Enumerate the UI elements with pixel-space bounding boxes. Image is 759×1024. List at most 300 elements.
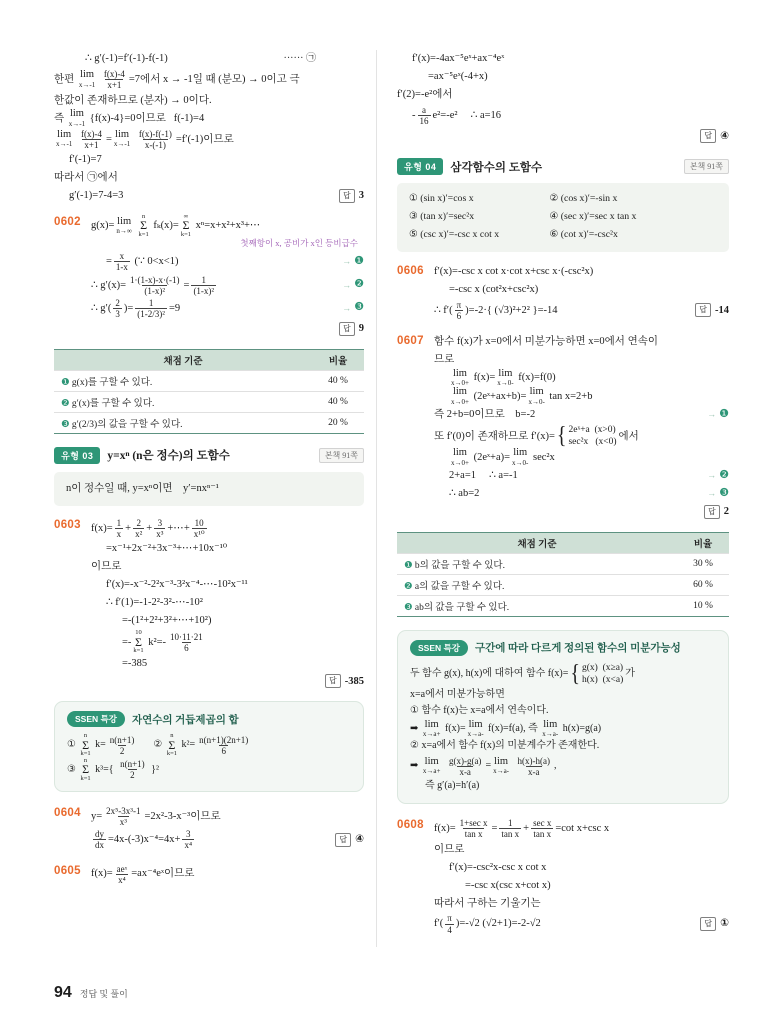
handwritten-annotation: 첫째항이 x, 공비가 x인 등비급수	[240, 238, 358, 249]
fraction-numerator: n(n+1)	[120, 759, 145, 770]
limit	[528, 387, 544, 406]
solution-line	[91, 828, 364, 851]
limit	[116, 217, 132, 236]
text-run: {f(x)-4}=0이므로 f(-1)=4	[87, 112, 205, 124]
solution-line	[91, 214, 364, 238]
solution-line	[449, 858, 729, 876]
text-run: 2+a=1 ∴ a=-1	[449, 470, 518, 482]
solution-line	[434, 894, 729, 912]
limit-subscript: x→0+	[451, 458, 469, 467]
step-number: ❸	[719, 487, 729, 499]
fraction	[93, 829, 106, 850]
solution-line	[434, 299, 729, 322]
fraction	[133, 518, 144, 539]
fraction	[154, 518, 165, 539]
text-run: y=	[91, 811, 103, 823]
formula-item: ⑤ (csc x)′=-csc x cot x	[409, 229, 500, 241]
answer-box-label: 답	[695, 303, 711, 317]
text-run: e²=-e² ∴ a=16	[432, 109, 502, 121]
fraction-denominator: x+1	[107, 80, 122, 91]
step-arrow-icon: →	[707, 409, 717, 420]
fraction-numerator: sec x	[533, 818, 552, 829]
solution-line	[91, 297, 364, 320]
fraction	[458, 818, 490, 839]
fraction-numerator: a	[422, 105, 426, 115]
limit	[69, 109, 85, 128]
sigma	[80, 758, 90, 782]
step-number: ❶	[719, 407, 729, 420]
fraction-numerator: 1+sec x	[459, 818, 488, 829]
answer-box-label: 답	[700, 917, 716, 931]
problem-number: 0607	[397, 334, 424, 347]
solution-line	[434, 406, 729, 424]
step-arrow-icon: →	[707, 470, 717, 481]
piecewise	[557, 424, 617, 449]
fraction-numerator: 2x⁵-3x³-1	[106, 806, 141, 817]
fraction	[168, 632, 205, 653]
step-marker	[699, 486, 729, 502]
limit-subscript: x→0-	[512, 458, 529, 467]
fraction-numerator: n(n+1)(2n+1)	[199, 735, 249, 746]
grading-criteria-cell	[397, 574, 677, 595]
step-marker	[334, 254, 364, 270]
solution-line	[449, 281, 729, 299]
problem-body	[91, 805, 364, 851]
grading-row	[54, 412, 364, 433]
text-run: ➡	[410, 722, 421, 734]
problem-body	[434, 263, 729, 322]
formula-item: ⑥ (cot x)′=-csc²x	[549, 229, 618, 241]
limit	[114, 130, 130, 149]
piecewise-rows	[582, 662, 623, 687]
sigma-symbol: Σ	[168, 737, 176, 752]
text-run: g′(-1)=7-4=3	[69, 190, 124, 202]
limit-subscript: x→0-	[528, 397, 545, 406]
text-run: a의 값을 구할 수 있다.	[412, 581, 505, 592]
text-run: +	[146, 522, 153, 534]
fraction	[191, 275, 216, 296]
grading-ratio-cell: 60 %	[677, 574, 729, 595]
fraction-numerator: 10	[194, 517, 204, 528]
fraction	[113, 298, 122, 319]
grading-table-head	[54, 349, 364, 370]
fraction	[79, 129, 104, 150]
step-marker	[699, 468, 729, 484]
text-run: =cot x+csc x	[555, 823, 610, 835]
problem-body	[91, 863, 364, 886]
problem-body	[434, 817, 729, 935]
sigma	[167, 733, 177, 757]
text-run: 즉 2+b=0이므로 b=-2	[434, 409, 536, 421]
answer-value: ④	[355, 834, 364, 846]
limit-operator: lim	[115, 128, 130, 140]
text-run: ∴ g′(x)=	[91, 279, 127, 291]
solution-line	[106, 540, 364, 558]
fraction	[445, 913, 454, 934]
solution-line	[434, 912, 729, 935]
limit	[468, 720, 484, 739]
solution-line	[54, 169, 364, 187]
text-run: =-	[122, 636, 132, 648]
fraction-denominator: 6	[184, 642, 189, 653]
text-run: f′(2)=-e²에서	[397, 89, 453, 101]
limit	[423, 720, 441, 739]
text-run: 에서	[618, 430, 639, 442]
step-number: ❷	[61, 398, 70, 409]
fraction-numerator: 3	[157, 517, 163, 528]
answer-badge	[315, 674, 364, 689]
text-run: f(x)=	[434, 823, 456, 835]
step-marker	[334, 277, 364, 293]
sigma-lower: k=1	[80, 750, 91, 758]
solution-line	[85, 50, 364, 68]
grading-header-row	[54, 349, 364, 370]
fraction-denominator: x⁴	[184, 840, 193, 851]
solution-line	[91, 274, 364, 297]
step-arrow-icon: →	[707, 488, 717, 499]
limit-operator: lim	[494, 755, 509, 767]
problem-block	[397, 817, 729, 935]
type-title: y=xⁿ (n은 정수)의 도함수	[107, 450, 230, 463]
answer-value: 9	[358, 323, 364, 335]
grading-row	[54, 370, 364, 391]
left-column	[54, 50, 376, 897]
problem-block	[54, 214, 364, 338]
solution-line	[412, 50, 729, 68]
grading-ratio-cell: 10 %	[677, 595, 729, 616]
fraction	[128, 275, 181, 296]
footer	[54, 984, 128, 1002]
text-run: ∴ g′(-1)=f′(-1)-f(-1)	[85, 53, 168, 65]
text-run: 함수 f(x)가 x=0에서 미분가능하면 x=0에서 연속이	[434, 336, 658, 348]
fraction-numerator: f(x)-4	[80, 128, 102, 139]
fraction-numerator: aeˣ	[116, 863, 128, 874]
text-run: 가	[625, 668, 635, 680]
footer-label: 정답 및 풀이	[79, 989, 128, 999]
answer-badge	[690, 916, 729, 931]
answer-badge	[685, 303, 729, 318]
sigma	[80, 733, 90, 757]
answer-value: ①	[720, 918, 729, 930]
ssen-header	[67, 711, 351, 727]
fraction-denominator: x³	[156, 528, 164, 539]
text-run: ➡	[410, 759, 421, 771]
solution-line	[428, 68, 729, 86]
solution-line	[397, 127, 729, 145]
answer-box-label: 답	[339, 189, 355, 203]
text-run: ②	[138, 739, 165, 751]
problem-block	[397, 333, 729, 521]
answer-badge	[329, 188, 364, 203]
answer-box-label: 답	[704, 505, 720, 519]
page-ref-badge: 본책 91쪽	[319, 448, 364, 463]
type-badge: 유형 03	[54, 447, 100, 464]
fraction-denominator: x¹⁰	[193, 528, 205, 539]
ssen-box	[54, 701, 364, 792]
fraction	[447, 756, 483, 777]
text-run: ab의 값을 구할 수 있다.	[412, 602, 510, 613]
text-run: =	[105, 133, 112, 145]
step-number: ❸	[354, 301, 364, 314]
text-run: ①	[67, 739, 79, 751]
grading-row	[397, 553, 729, 574]
solution-line	[67, 758, 351, 782]
limit	[497, 369, 513, 388]
step-marker	[699, 407, 729, 423]
fraction	[118, 759, 147, 780]
grading-row	[54, 391, 364, 412]
ssen-title: 자연수의 거듭제곱의 합	[131, 714, 239, 726]
text-run: =-csc x (cot²x+csc²x)	[449, 284, 539, 296]
grading-ratio-cell: 40 %	[312, 370, 364, 391]
solution-line	[54, 91, 364, 109]
limit-operator: lim	[529, 386, 544, 398]
content-columns	[54, 50, 731, 947]
fraction-numerator: h(x)-h(a)	[517, 755, 551, 766]
fraction-numerator: dy	[95, 829, 104, 840]
text-run: ,	[554, 759, 557, 771]
sigma-upper: n	[83, 732, 88, 740]
limit	[79, 70, 95, 89]
solution-line	[434, 263, 729, 281]
text-run: x=a에서 미분가능하면	[410, 688, 505, 700]
fraction	[115, 864, 130, 885]
text-run: 이므로	[91, 561, 122, 573]
sigma-symbol: Σ	[135, 634, 142, 649]
type-concept-box	[54, 472, 364, 506]
grading-ratio-cell: 40 %	[312, 391, 364, 412]
sigma-lower: k=1	[180, 230, 192, 238]
fraction-denominator: 2	[130, 770, 135, 781]
text-run: f′(x)=-csc x cot x·cot x+csc x·(-csc²x)	[434, 266, 594, 278]
grading-table-head	[397, 532, 729, 553]
limit	[512, 448, 528, 467]
text-run: =ax⁻⁵eˣ(-4+x)	[428, 71, 488, 83]
limit-operator: lim	[117, 215, 132, 227]
fraction	[108, 735, 137, 756]
text-run: g′(x)를 구할 수 있다.	[69, 398, 155, 409]
grading-criteria-cell	[397, 595, 677, 616]
problem-number: 0605	[54, 864, 81, 877]
text-run: f′(x)=-4ax⁻⁵eˣ+ax⁻⁴eˣ	[412, 53, 505, 65]
solution-line	[449, 448, 729, 467]
step-marker	[334, 300, 364, 316]
text-run: ① 함수 f(x)는 x=a에서 연속이다.	[410, 705, 549, 717]
solution-line	[434, 333, 729, 351]
piecewise-brace: {	[570, 661, 580, 688]
right-column	[376, 50, 729, 947]
limit	[493, 757, 509, 776]
formula-item: ① (sin x)′=cos x	[409, 193, 474, 205]
text-run: }²	[148, 763, 159, 775]
limit-operator: lim	[452, 386, 467, 398]
text-run	[97, 72, 100, 87]
fraction-denominator: (1-x)²	[193, 285, 215, 296]
fraction-numerator: π	[456, 299, 462, 310]
limit-operator: lim	[69, 108, 84, 120]
fraction-denominator: 16	[419, 116, 429, 127]
limit	[451, 387, 469, 406]
solution-line	[465, 876, 729, 894]
type-section-header	[397, 158, 729, 175]
problem-number: 0603	[54, 518, 81, 531]
limit-subscript: x→-1	[78, 80, 96, 89]
piecewise-row: 2eˣ+a (x>0)	[568, 424, 616, 435]
limit-operator: lim	[424, 718, 439, 730]
text-run	[511, 759, 514, 774]
reference-mark: ······ ㉠	[283, 52, 316, 64]
fraction-denominator: x-a	[459, 766, 471, 777]
solution-line	[54, 68, 364, 91]
ssen-badge: SSEN 특강	[67, 711, 125, 727]
text-run: ∴ f′(	[434, 304, 453, 316]
text-run: k³={	[92, 763, 117, 775]
step-arrow-icon: →	[342, 256, 352, 267]
text-run: =2x²-3-x⁻³이므로	[144, 811, 221, 823]
text-run: g′(2/3)의 값을 구할 수 있다.	[69, 419, 183, 430]
grading-criteria-cell	[54, 412, 312, 433]
solution-line	[410, 738, 716, 755]
grading-header-ratio: 비율	[677, 532, 729, 553]
text-run: (2eˣ+ax+b)=	[470, 390, 527, 402]
ssen-header	[410, 640, 716, 656]
grading-header-ratio: 비율	[312, 349, 364, 370]
piecewise-brace: {	[556, 422, 567, 450]
sigma-upper: 10	[135, 629, 142, 637]
solution-line	[54, 128, 364, 151]
ssen-box	[397, 630, 729, 804]
ssen-title: 구간에 따라 다르게 정의된 함수의 미분가능성	[474, 643, 681, 655]
sigma-symbol: Σ	[82, 737, 90, 752]
solution-line	[67, 733, 351, 757]
text-run: g(x)=	[91, 220, 115, 232]
sigma-upper: n	[142, 212, 146, 220]
text-run: =7에서 x → -1일 때 (분모) → 0이고 극	[128, 73, 300, 85]
limit	[423, 757, 441, 776]
text-run: ② x=a에서 함수 f(x)의 미분계수가 존재한다.	[410, 740, 600, 752]
limit	[542, 720, 558, 739]
solution-line	[397, 86, 729, 104]
text-run: =	[106, 256, 112, 268]
text-run: g(x)를 구할 수 있다.	[69, 377, 153, 388]
text-run: f′(-1)=7	[69, 154, 102, 166]
solution-line	[106, 594, 364, 612]
limit-subscript: x→a-	[493, 767, 510, 776]
text-run: 므로	[434, 354, 455, 366]
sigma-upper: n	[170, 732, 174, 740]
fraction-numerator: 2	[115, 297, 120, 308]
fraction-numerator: f(x)-f(-1)	[138, 128, 172, 139]
grading-header-criteria: 채점 기준	[54, 349, 312, 370]
step-number: ❷	[404, 581, 413, 592]
text-run: ③	[67, 763, 79, 775]
text-run: +⋯+	[167, 522, 190, 534]
limit	[451, 369, 469, 388]
text-run: ∴ ab=2	[449, 488, 480, 500]
text-run: 이므로	[434, 843, 465, 855]
step-arrow-icon: →	[342, 279, 352, 290]
grading-table-body	[54, 370, 364, 433]
fraction-numerator: 1	[116, 517, 122, 528]
text-run: =9	[168, 302, 181, 314]
solution-line	[91, 672, 364, 690]
solution-line	[69, 151, 364, 169]
fraction	[192, 518, 207, 539]
step-number: ❷	[719, 469, 729, 481]
fraction	[114, 251, 130, 272]
fraction-numerator: π	[447, 913, 452, 924]
solution-line	[410, 687, 716, 704]
fraction-denominator: (1-2/3)²	[137, 308, 165, 319]
step-number: ❶	[354, 255, 364, 267]
solution-line	[449, 369, 729, 388]
fraction	[455, 300, 464, 321]
text-run: ∴ g′(	[91, 302, 112, 314]
problem-number: 0604	[54, 807, 81, 820]
fraction	[135, 298, 167, 319]
formula-grid	[409, 191, 717, 243]
text-run: =	[491, 823, 498, 835]
solution-line	[91, 320, 364, 338]
sigma-symbol: Σ	[82, 762, 90, 777]
type-section	[397, 158, 729, 251]
grading-ratio-cell: 30 %	[677, 553, 729, 574]
limit-subscript: x→a+	[422, 767, 441, 776]
type-section	[54, 447, 364, 506]
step-number: ❶	[404, 560, 413, 571]
solution-line	[434, 817, 729, 840]
text-run: f(x)=	[91, 522, 113, 534]
answer-value: -14	[715, 304, 729, 316]
text-run: )=-2·{ (√3)²+2² }=-14	[465, 304, 558, 316]
answer-badge	[694, 504, 729, 519]
text-run: (∵ 0<x<1)	[131, 256, 179, 268]
solution-line	[410, 703, 716, 720]
limit-operator: lim	[498, 367, 513, 379]
formula-item: ④ (sec x)′=sec x tan x	[549, 211, 637, 223]
answer-box-label: 답	[325, 674, 341, 688]
limit-operator: lim	[80, 69, 95, 81]
fraction-numerator: f(x)-4	[103, 69, 125, 79]
sigma-lower: k=1	[133, 646, 144, 654]
text-run: f(x)=f(a), 즉	[485, 722, 541, 734]
limit-operator: lim	[513, 447, 528, 459]
solution-line	[412, 104, 729, 127]
answer-box-label: 답	[335, 833, 351, 847]
sigma-lower: k=1	[80, 774, 91, 782]
fraction	[182, 829, 194, 850]
sigma-symbol: Σ	[182, 218, 190, 233]
text-run: h(x)=g(a)	[560, 722, 602, 734]
grading-criteria-cell	[397, 553, 677, 574]
limit-operator: lim	[452, 367, 467, 379]
text-run: -	[412, 109, 416, 121]
answer-badge	[325, 832, 364, 847]
piecewise-rows	[568, 424, 616, 449]
fraction-numerator: 1	[201, 274, 207, 285]
text-run: 따라서 구하는 기울기는	[434, 897, 541, 909]
sigma	[133, 630, 143, 654]
solution-line	[410, 755, 716, 778]
text-run: 즉	[54, 112, 67, 124]
text-run: f(x)=f(0)	[515, 372, 556, 384]
answer-badge	[329, 321, 364, 336]
text-run	[134, 218, 137, 233]
solution-line	[91, 805, 364, 828]
limit-subscript: x→-1	[113, 140, 131, 149]
solution-line	[425, 778, 716, 795]
fraction-numerator: 1·(1-x)-x·(-1)	[130, 274, 180, 285]
